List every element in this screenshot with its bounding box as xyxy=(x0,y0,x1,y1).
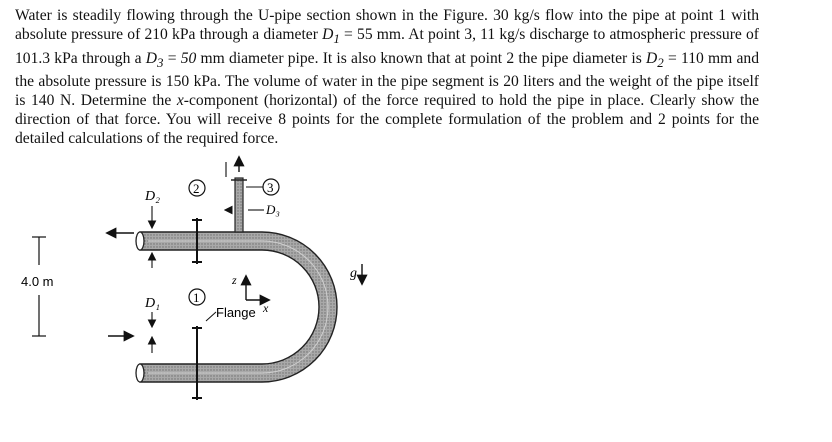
d3-symbol: D xyxy=(145,49,157,67)
d2-label: D₂ xyxy=(145,189,160,204)
x-component-symbol: x xyxy=(176,92,184,110)
x-axis-label: x xyxy=(263,301,269,315)
problem-text-3b: mm diameter pipe. It is also known that at point 2 the pipe diameter is xyxy=(196,49,647,67)
u-pipe-figure xyxy=(0,150,832,442)
problem-text-5: -component (horizontal) of the force required to hold the pipe in place. Clearly show the direction of that force. You will receive 8 points for the complete formulation of the problem and 2 points for the detailed calculations of the required force. xyxy=(15,92,759,148)
d3-label: D₃ xyxy=(266,202,280,217)
d2-symbol: D xyxy=(646,49,658,67)
problem-text-3: = xyxy=(163,49,181,67)
d2-subscript: 2 xyxy=(657,54,664,70)
flange-bottom xyxy=(192,326,202,400)
gravity-label: g xyxy=(350,266,357,281)
problem-text-1: Water is steadily flowing through the U-pipe section shown in the Figure. 30 kg/s flow into the pipe at point 1 with absolute pressure of 210 kPa through a diameter xyxy=(15,7,759,44)
outlet-pipe xyxy=(235,178,243,232)
d1-label: D₁ xyxy=(145,296,160,311)
point-3-label: 3 xyxy=(267,180,274,195)
problem-text-4: = 110 mm and the absolute pressure is 150 kPa. The volume of water in the pipe segment is 20 liters and the weight of the pipe itself is 140 N. Determine the xyxy=(15,49,759,110)
d1-symbol: D xyxy=(322,26,334,44)
pipe-end-top xyxy=(136,232,144,250)
height-label: 4.0 m xyxy=(21,274,54,289)
point-2-label: 2 xyxy=(193,181,200,196)
d3-subscript: 3 xyxy=(157,54,164,70)
d3-value: 50 xyxy=(180,49,197,67)
problem-statement xyxy=(15,6,759,149)
flange-label: Flange xyxy=(216,305,256,320)
point-1-label: 1 xyxy=(193,290,200,305)
d1-subscript: 1 xyxy=(333,31,340,47)
z-axis-label: z xyxy=(232,273,237,287)
problem-text-2: = 55 mm. At point 3, 11 kg/s discharge to atmospheric pressure of 101.3 kPa through a xyxy=(15,26,759,67)
flange-leader xyxy=(206,312,216,321)
pipe-end-bottom xyxy=(136,364,144,382)
